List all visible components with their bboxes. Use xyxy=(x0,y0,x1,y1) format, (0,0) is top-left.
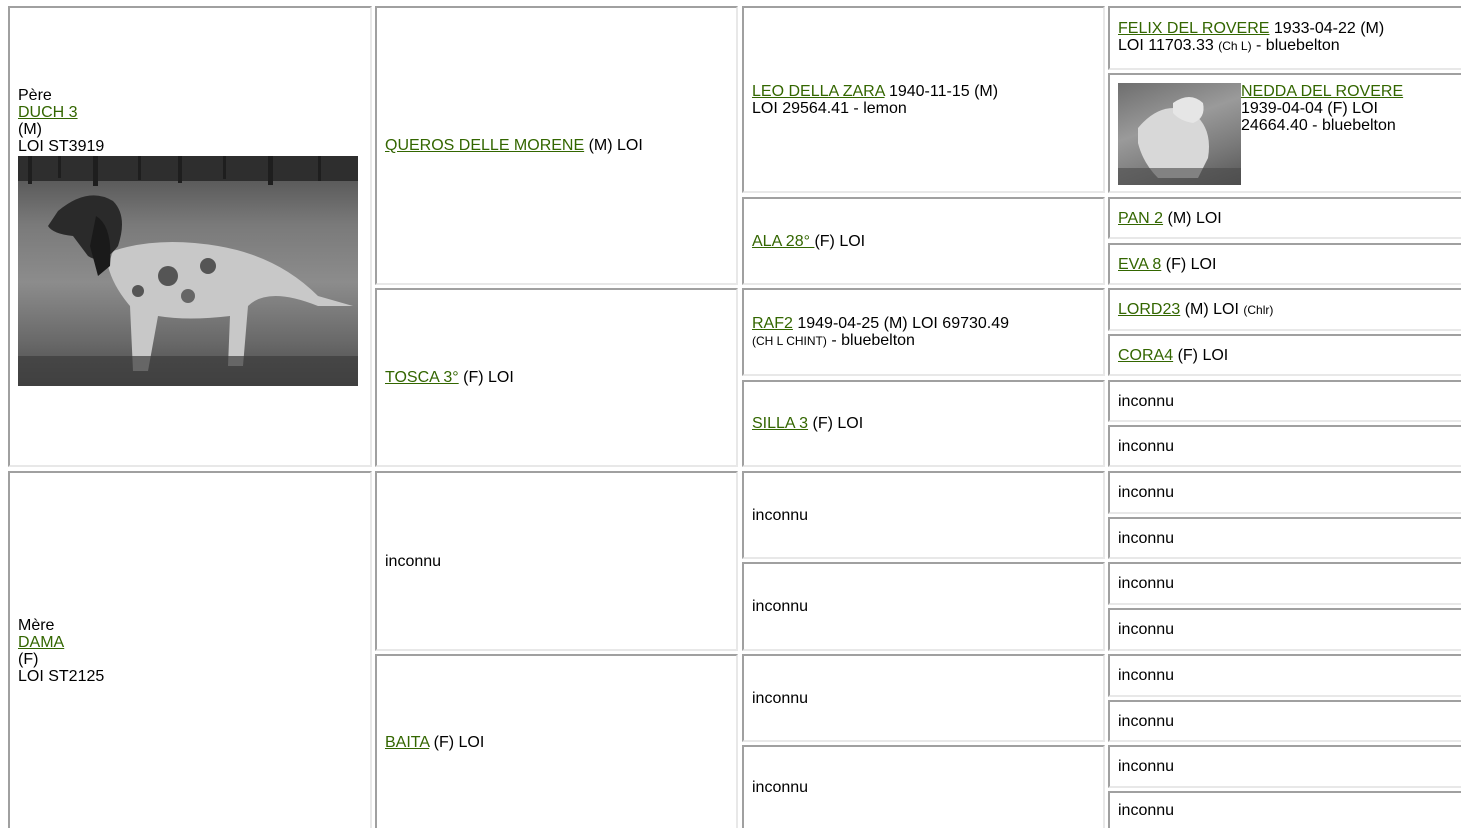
gen3-unknown: inconnu xyxy=(752,689,809,707)
gen3-cell-6 xyxy=(742,562,1105,651)
gen3-cell-4 xyxy=(742,380,1105,467)
gen4-name-link[interactable]: PAN 2 xyxy=(1118,209,1164,227)
gen3-title-small: (CH L CHINT) xyxy=(752,333,827,348)
gen3-info: (F) LOI xyxy=(808,415,864,432)
gen2-cell-3 xyxy=(375,471,738,651)
gen4-info: 1939-04-04 (F) LOI xyxy=(1241,100,1378,117)
gen4-unknown: inconnu xyxy=(1118,667,1175,684)
gen4-info: 1933-04-22 (M) xyxy=(1269,20,1385,37)
gen3-name-link[interactable]: LEO DELLA ZARA xyxy=(752,82,885,100)
gen4-cell-13 xyxy=(1108,654,1461,697)
gen4-cell-11 xyxy=(1108,562,1461,605)
gen2-cell-1 xyxy=(375,6,738,285)
gen4-unknown: inconnu xyxy=(1118,392,1175,410)
gen2-info: (M) LOI xyxy=(584,137,643,154)
sire-cell xyxy=(8,6,372,467)
gen4-unknown: inconnu xyxy=(1118,758,1175,775)
gen4-info: (F) LOI xyxy=(1173,346,1229,364)
gen4-unknown: inconnu xyxy=(1118,575,1175,592)
dam-role-label: Mère xyxy=(18,616,55,634)
gen3-name-link[interactable]: ALA 28° xyxy=(752,232,815,250)
gen3-unknown: inconnu xyxy=(752,598,809,615)
gen4-cell-2 xyxy=(1108,73,1461,193)
gen2-name-link[interactable]: TOSCA 3° xyxy=(385,369,459,386)
gen4-name-link[interactable]: NEDDA DEL ROVERE xyxy=(1241,83,1404,100)
gen2-cell-4 xyxy=(375,654,738,828)
gen3-unknown: inconnu xyxy=(752,506,809,524)
dam-sex: (F) xyxy=(18,650,39,668)
gen3-cell-5 xyxy=(742,471,1105,559)
dam-registration: LOI ST2125 xyxy=(18,667,105,685)
gen4-unknown: inconnu xyxy=(1118,712,1175,730)
gen4-name-link[interactable]: FELIX DEL ROVERE xyxy=(1118,20,1270,37)
dog-photo[interactable] xyxy=(18,156,358,386)
gen4-info: (M) LOI xyxy=(1163,209,1222,227)
gen4-name-link[interactable]: EVA 8 xyxy=(1118,255,1162,273)
gen2-unknown: inconnu xyxy=(385,552,442,570)
gen4-cell-16 xyxy=(1108,791,1461,828)
gen4-name-link[interactable]: LORD23 xyxy=(1118,300,1181,318)
gen4-info-line3: - bluebelton xyxy=(1251,37,1340,54)
gen3-name-link[interactable]: SILLA 3 xyxy=(752,415,809,432)
gen4-cell-1 xyxy=(1108,6,1461,70)
gen3-info: 1940-11-15 (M) xyxy=(884,82,999,100)
gen4-unknown: inconnu xyxy=(1118,484,1175,501)
gen3-unknown: inconnu xyxy=(752,779,809,796)
sire-registration: LOI ST3919 xyxy=(18,138,105,155)
gen4-unknown: inconnu xyxy=(1118,437,1175,455)
gen4-info: (F) LOI xyxy=(1161,255,1217,273)
gen2-cell-2 xyxy=(375,288,738,467)
gen2-info: (F) LOI xyxy=(458,369,514,386)
gen3-info: 1949-04-25 (M) LOI 69730.49 xyxy=(792,314,1010,332)
gen4-name-link[interactable]: CORA4 xyxy=(1118,346,1174,364)
gen4-info-line2: 24664.40 - bluebelton xyxy=(1241,117,1396,134)
gen4-unknown: inconnu xyxy=(1118,621,1175,638)
gen4-unknown: inconnu xyxy=(1118,529,1175,547)
gen4-info: (M) LOI xyxy=(1180,300,1244,318)
gen4-cell-5 xyxy=(1108,288,1461,331)
sire-role-label: Père xyxy=(18,87,52,104)
dog-thumbnail-photo[interactable] xyxy=(1118,83,1241,185)
gen4-cell-6 xyxy=(1108,334,1461,376)
gen4-cell-9 xyxy=(1108,471,1461,514)
dam-cell xyxy=(8,471,372,828)
gen4-cell-4 xyxy=(1108,243,1461,285)
sire-name-link[interactable]: DUCH 3 xyxy=(18,104,78,121)
sire-sex: (M) xyxy=(18,121,42,138)
gen4-title-small: (Chlr) xyxy=(1243,302,1274,317)
gen3-info-line2: LOI 29564.41 - lemon xyxy=(752,99,907,117)
gen4-cell-15 xyxy=(1108,745,1461,788)
gen4-info-line2: LOI 11703.33 xyxy=(1118,37,1219,54)
gen4-cell-8 xyxy=(1108,425,1461,467)
dam-name-link[interactable]: DAMA xyxy=(18,633,65,651)
gen3-cell-1 xyxy=(742,6,1105,193)
gen4-cell-10 xyxy=(1108,517,1461,559)
gen3-cell-2 xyxy=(742,197,1105,285)
gen4-title-small: (Ch L) xyxy=(1218,39,1252,53)
gen4-cell-14 xyxy=(1108,700,1461,742)
gen3-cell-3 xyxy=(742,288,1105,376)
gen3-cell-7 xyxy=(742,654,1105,742)
gen4-unknown: inconnu xyxy=(1118,802,1175,819)
gen2-name-link[interactable]: QUEROS DELLE MORENE xyxy=(385,137,585,154)
gen3-info-line2: - bluebelton xyxy=(826,331,915,349)
gen3-name-link[interactable]: RAF2 xyxy=(752,314,793,332)
gen2-info: (F) LOI xyxy=(429,733,485,751)
gen3-cell-8 xyxy=(742,745,1105,828)
gen2-name-link[interactable]: BAITA xyxy=(385,733,430,751)
gen3-info: (F) LOI xyxy=(814,232,866,250)
gen4-cell-3 xyxy=(1108,197,1461,239)
gen4-cell-12 xyxy=(1108,608,1461,651)
gen4-cell-7 xyxy=(1108,380,1461,422)
